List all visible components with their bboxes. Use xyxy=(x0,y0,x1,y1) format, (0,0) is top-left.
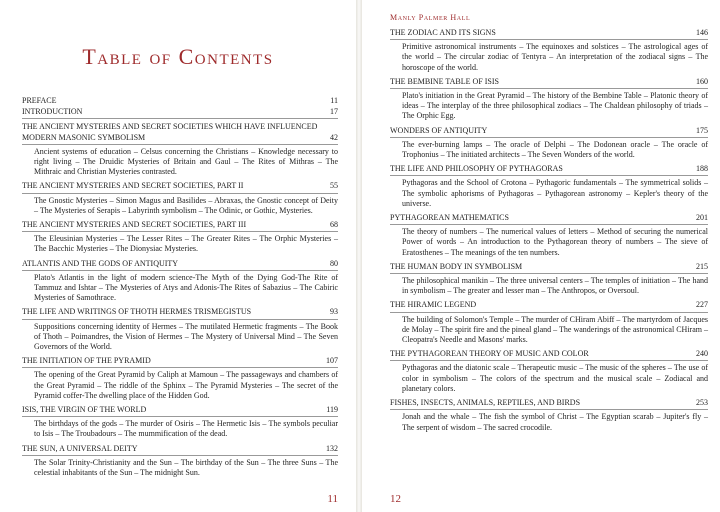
toc-entry-description: The building of Solomon's Temple – The murder of CHiram Abiff – The martyrdom of Jacques de Molay – The spirit fire and the pineal gland – The wanderings of the astronomical CHiram – Cleopatra's Needle and Masons' marks. xyxy=(402,314,708,345)
toc-entry-heading[interactable] xyxy=(390,300,708,312)
toc-entry-title: THE ANCIENT MYSTERIES AND SECRET SOCIETIES, PART II xyxy=(22,181,244,191)
toc-entry[interactable] xyxy=(22,405,338,440)
toc-entry[interactable] xyxy=(390,398,708,433)
toc-entry-heading[interactable] xyxy=(390,349,708,361)
toc-entry-heading[interactable] xyxy=(390,262,708,274)
toc-entry-description: The Eleusinian Mysteries – The Lesser Rites – The Greater Rites – The Orphic Mysteries – The Bacchic Mysteries – The Dionysiac Mysteries. xyxy=(34,234,338,254)
toc-entry-page: 188 xyxy=(696,164,708,174)
toc-entry-heading[interactable] xyxy=(22,405,338,417)
toc-entry[interactable] xyxy=(22,307,338,352)
toc-entry-heading[interactable] xyxy=(22,356,338,368)
toc-entry-title: WONDERS OF ANTIQUITY xyxy=(390,125,488,135)
toc-entry-title: FISHES, INSECTS, ANIMALS, REPTILES, AND BIRDS xyxy=(390,398,581,408)
toc-entry[interactable] xyxy=(390,77,708,122)
toc-entry-page: 201 xyxy=(696,213,708,223)
toc-entry-page: 11 xyxy=(330,96,338,105)
toc-entry-title: THE LIFE AND WRITINGS OF THOTH HERMES TRISMEGISTUS xyxy=(22,307,252,317)
toc-list-left xyxy=(22,96,338,482)
toc-entry-heading[interactable] xyxy=(22,307,338,319)
toc-entry-title: THE LIFE AND PHILOSOPHY OF PYTHAGORAS xyxy=(390,164,563,174)
toc-entry-description: Ancient systems of education – Celsus concerning the Christians – Knowledge necessary to right living – The Druidic Mysteries of Britain and Gaul – The Rites of Mithras – The Mithraic and Christian Mysteries contrasted. xyxy=(34,146,338,177)
toc-entry-heading[interactable] xyxy=(390,164,708,176)
toc-entry-heading[interactable] xyxy=(390,126,708,138)
toc-entry-page: 55 xyxy=(330,181,338,191)
toc-entry-page: 146 xyxy=(696,28,708,37)
toc-entry-page: 42 xyxy=(330,132,338,142)
toc-entry-description: The ever-burning lamps – The oracle of Delphi – The Dodonean oracle – The oracle of Trophonius – The initiated architects – The Seven Wonders of the world. xyxy=(402,139,708,160)
toc-entry-description: Jonah and the whale – The fish the symbol of Christ – The Egyptian scarab – Jupiter's fly – The serpent of wisdom – The sacred crocodile. xyxy=(402,412,708,432)
page-number: 12 xyxy=(390,493,401,505)
toc-entry-page: 227 xyxy=(696,300,708,310)
toc-entry[interactable] xyxy=(390,349,708,394)
toc-entry-title: THE ZODIAC AND ITS SIGNS xyxy=(390,28,496,37)
toc-entry-description: Pythagoras and the diatonic scale – Therapeutic music – The music of the spheres – The use of color in symbolism – The colors of the spectrum and the musical scale – Zodiacal and planetary colors. xyxy=(402,363,708,393)
toc-entry[interactable] xyxy=(22,181,338,216)
toc-entry-description: The philosophical manikin – The three universal centers – The temples of initiation – The hand in symbolism – The greater and lesser man – The Anthropos, or Oversoul. xyxy=(402,276,708,296)
toc-entry-description: Pythagoras and the School of Crotona – Pythagoric fundamentals – The symmetrical solids – The symbolic aphorisms of Pythagoras – Pythagorean astronomy – Kepler's theory of the universe. xyxy=(402,178,708,208)
toc-entry-title: ATLANTIS AND THE GODS OF ANTIQUITY xyxy=(22,258,179,268)
toc-entry-heading[interactable] xyxy=(22,220,338,232)
toc-entry-preface[interactable] xyxy=(22,96,338,106)
left-page xyxy=(0,0,356,512)
toc-entry-description: Plato's initiation in the Great Pyramid – The history of the Bembine Table – Platonic theory of ideas – The interplay of the three philosophical zodiacs – The Chaldean philosophy of triads – The Orphic Egg. xyxy=(402,91,708,121)
toc-entry-description: The birthdays of the gods – The murder of Osiris – The Hermetic Isis – The symbols peculiar to Isis – The Troubadours – The mummification of the dead. xyxy=(34,419,338,439)
right-page xyxy=(362,0,720,512)
toc-entry-page: 240 xyxy=(696,349,708,359)
toc-entry-title: INTRODUCTION xyxy=(22,107,83,117)
toc-entry-title: ISIS, THE VIRGIN OF THE WORLD xyxy=(22,405,147,415)
toc-entry-title: PREFACE xyxy=(22,96,57,105)
toc-entry-heading[interactable] xyxy=(22,444,338,456)
toc-entry[interactable] xyxy=(22,220,338,255)
toc-entry-title: THE INITIATION OF THE PYRAMID xyxy=(22,356,151,366)
toc-entry-page: 80 xyxy=(330,258,338,268)
toc-list-right xyxy=(390,28,708,437)
toc-entry-title: THE ANCIENT MYSTERIES AND SECRET SOCIETIES WHICH HAVE INFLUENCED MODERN MASONIC SYMBOLISM xyxy=(22,122,318,142)
toc-entry-page: 253 xyxy=(696,398,708,408)
toc-entry-title: THE PYTHAGOREAN THEORY OF MUSIC AND COLOR xyxy=(390,349,589,359)
toc-entry-description: Primitive astronomical instruments – The equinoxes and solstices – The astrological ages of the world – The circular zodiac of Tentyra – An interpretation of the zodiacal signs – The horoscope of the world. xyxy=(402,42,708,72)
toc-entry[interactable] xyxy=(390,213,708,258)
toc-entry-page: 17 xyxy=(330,107,338,117)
running-head: Manly Palmer Hall xyxy=(390,13,471,22)
toc-entry-introduction[interactable] xyxy=(22,107,338,119)
toc-entry[interactable] xyxy=(22,259,338,304)
toc-entry[interactable] xyxy=(390,126,708,161)
toc-entry-page: 160 xyxy=(696,76,708,86)
toc-entry-page: 93 xyxy=(330,307,338,317)
toc-entry-heading[interactable] xyxy=(390,28,708,40)
toc-entry[interactable] xyxy=(22,122,338,177)
toc-entry-title: THE ANCIENT MYSTERIES AND SECRET SOCIETIES, PART III xyxy=(22,220,247,230)
toc-entry[interactable] xyxy=(390,300,708,345)
toc-entry-description: The theory of numbers – The numerical values of letters – Method of securing the numerical Power of words – An introduction to the Pythagorean theory of numbers – The sieve of Eratosthenes – The meanings of the ten numbers. xyxy=(402,227,708,257)
toc-entry-page: 68 xyxy=(330,220,338,230)
toc-entry-page: 175 xyxy=(696,125,708,135)
page-number: 11 xyxy=(327,493,338,505)
toc-entry-description: The Solar Trinity-Christianity and the Sun – The birthday of the Sun – The three Suns – The celestial inhabitants of the Sun – The midnight Sun. xyxy=(34,457,338,478)
toc-entry[interactable] xyxy=(22,444,338,479)
toc-entry-description: Plato's Atlantis in the light of modern science-The Myth of the Dying God-The Rite of Tammuz and Ishtar – The Mysteries of Atys and Adonis-The Rites of Sabazius – The Cabiric Mysteries of Samothrace. xyxy=(34,272,338,303)
toc-entry-page: 107 xyxy=(326,356,338,366)
toc-entry-description: The opening of the Great Pyramid by Caliph at Mamoun – The passageways and chambers of the Great Pyramid – The riddle of the Sphinx – The Pyramid Mysteries – The secret of the Pyramid coffer-The dwelling place of the Hidden God. xyxy=(34,370,338,400)
toc-entry-heading[interactable] xyxy=(22,122,338,144)
toc-entry-description: Suppositions concerning identity of Hermes – The mutilated Hermetic fragments – The Book of Thoth – Poimandres, the Vision of Hermes – The Mystery of Universal Mind – The Seven Governors of the World. xyxy=(34,321,338,352)
toc-entry-title: PYTHAGOREAN MATHEMATICS xyxy=(390,213,509,223)
toc-entry-page: 215 xyxy=(696,261,708,271)
toc-entry-heading[interactable] xyxy=(22,259,338,271)
toc-entry-heading[interactable] xyxy=(390,398,708,410)
toc-entry-title: THE BEMBINE TABLE OF ISIS xyxy=(390,76,499,86)
toc-entry[interactable] xyxy=(390,262,708,297)
toc-entry-heading[interactable] xyxy=(22,181,338,193)
toc-entry-title: THE HUMAN BODY IN SYMBOLISM xyxy=(390,261,523,271)
toc-entry[interactable] xyxy=(22,356,338,401)
page-title: Table of Contents xyxy=(82,44,274,69)
toc-entry[interactable] xyxy=(390,28,708,73)
toc-entry-description: The Gnostic Mysteries – Simon Magus and Basilides – Abraxas, the Gnostic concept of Deity – The Mysteries of Serapis – Labyrinth symbolism – The Odinic, or Gothic, Mysteries. xyxy=(34,195,338,215)
toc-entry-page: 132 xyxy=(326,443,338,453)
toc-entry-page: 119 xyxy=(326,405,338,415)
toc-entry-heading[interactable] xyxy=(390,77,708,89)
toc-entry-title: THE HIRAMIC LEGEND xyxy=(390,300,477,310)
toc-entry[interactable] xyxy=(390,164,708,209)
toc-entry-title: THE SUN, A UNIVERSAL DEITY xyxy=(22,443,138,453)
toc-entry-heading[interactable] xyxy=(390,213,708,225)
